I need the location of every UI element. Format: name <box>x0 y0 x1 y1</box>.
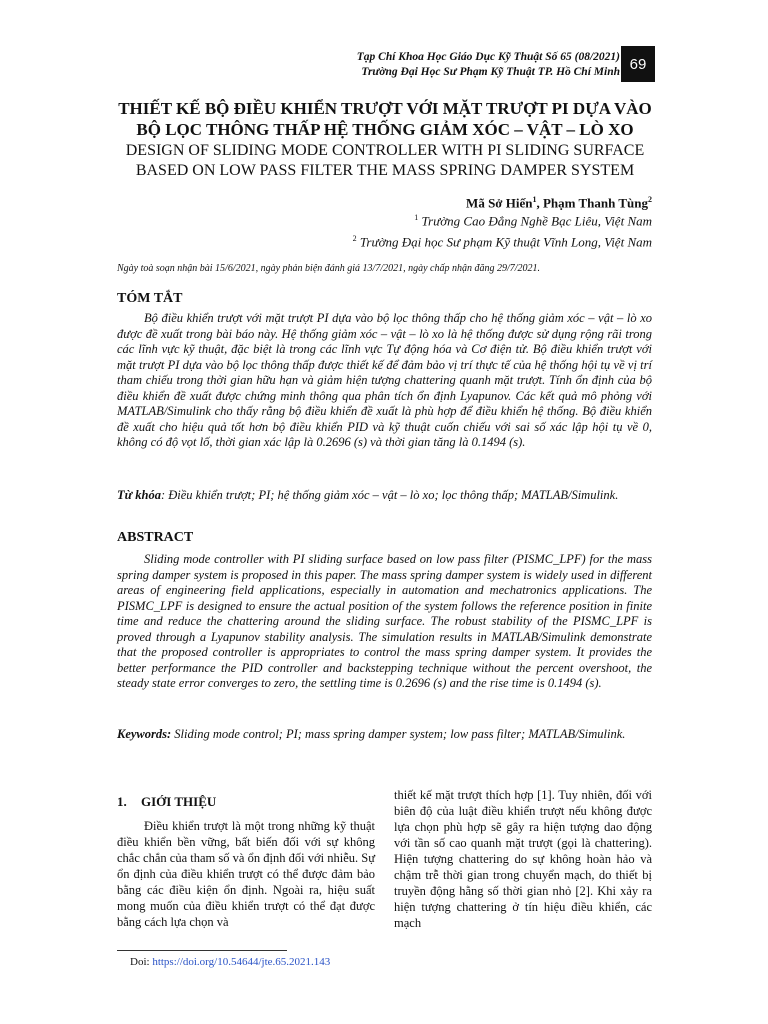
intro-heading <box>117 794 216 810</box>
section-title: GIỚI THIỆU <box>141 794 217 809</box>
doi-link[interactable]: https://doi.org/10.54644/jte.65.2021.143 <box>152 956 331 968</box>
affil-marker: 2 <box>352 234 357 244</box>
affil-text: Trường Đại học Sư phạm Kỹ thuật Vĩnh Long, Việt Nam <box>356 234 652 250</box>
abstract-body: Sliding mode controller with PI sliding surface based on low pass filter (PISMC_LPF) for the mass spring damper system is proposed in this paper. The mass spring damper system is widely used in different areas of engineering field applications, especially in automation and mechatronics applications. The PISMC_LPF is designed to ensure the actual position of the system follows the reference position in finite time and reduce the chattering around the sliding surface. The robust stability of the PISMC_LPF is proved through a Lyapunov stability analysis. The simulation results in MATLAB/Simulink demonstrate that the proposed controller is appropriates to control the mass spring damper system. It provides the better performance the PID controller and backstepping technique without the percent overshoot, the steady state error converges to zero, the settling time is 0.2696 (s) and the rise time is 0.1494 (s). <box>117 552 652 690</box>
author-separator: , <box>536 195 543 211</box>
intro-right-column: thiết kế mặt trượt thích hợp [1]. Tuy nhiên, đối với biên độ của luật điều khiển trượt nếu không được lựa chọn phù hợp sẽ gây ra hiện tượng dao động với tần số cao quanh mặt trượt (gọi là chattering). Hiện tượng chattering do sự không hoàn hảo và chậm trễ thời gian trong chuyển mạch, do thiết bị truyền động hằng số thời gian nhỏ [2]. Khi xảy ra hiện tượng chattering ở tín hiệu điều khiển, các mạch <box>394 788 652 930</box>
journal-name: Tạp Chí Khoa Học Giáo Dục Kỹ Thuật Số 65 (08/2021) <box>356 51 620 63</box>
title-english <box>100 141 670 180</box>
keywords-label: Từ khóa <box>117 488 161 502</box>
section-number: 1. <box>117 794 127 809</box>
intro-left-column: Điều khiển trượt là một trong những kỹ thuật điều khiển bền vững, bất biến đối với sự không chắc chắn của tham số và ổn định đối với nhiễu. Sự ổn định của điều khiển trượt có thể được đảm bảo bằng các điều kiện ổn định. Ngoài ra, hiệu suất mong muốn của điều khiển trượt có thể đạt được bằng cách lựa chọn và <box>117 819 375 929</box>
affil-text: Trường Cao Đẳng Nghề Bạc Liêu, Việt Nam <box>418 213 652 229</box>
journal-header <box>300 50 620 80</box>
affiliation <box>280 230 652 251</box>
title-en-line: DESIGN OF SLIDING MODE CONTROLLER WITH PI SLIDING SURFACE <box>125 142 645 159</box>
tomtat-body: Bộ điều khiển trượt với mặt trượt PI dựa vào bộ lọc thông thấp cho hệ thống giảm xóc – vật – lò xo được đề xuất trong bài báo này. Hệ thống giảm xóc – vật – lò xo là hệ thống được sử dụng rộng rãi trong các lĩnh vực kỹ thuật, đặc biệt là trong các lĩnh vực Tự động hóa và Cơ điện tử. Bộ điều khiển trượt với mặt trượt PI dựa vào bộ lọc thông thấp được thiết kế để đảm bảo vị trí thực tế của hệ thống hội tụ về vị trí tham chiếu trong thời gian hữu hạn và giảm hiện tượng chattering quanh mặt trượt. Tính ổn định của bộ điều khiển đề xuất được chứng minh thông qua phân tích ổn định Lyapunov. Các kết quả mô phỏng với MATLAB/Simulink cho thấy rằng bộ điều khiển đề xuất là phù hợp để điều khiển hệ thống. Bộ điều khiển đề xuất cho hiệu quả tốt hơn bộ điều khiển PID và kỹ thuật cuốn chiếu với sai số xác lập hội tụ về 0, không có độ vọt lố, thời gian xác lập là 0.2696 (s) và thời gian tăng là 0.1494 (s). <box>117 311 652 449</box>
title-vi-line: BỘ LỌC THÔNG THẤP HỆ THỐNG GIẢM XÓC – VẬT – LÒ XO <box>136 120 634 139</box>
title-vi-line: THIẾT KẾ BỘ ĐIỀU KHIỂN TRƯỢT VỚI MẶT TRƯỢT PI DỰA VÀO <box>118 99 652 118</box>
page-number: 69 <box>621 46 655 82</box>
doi-footnote <box>130 955 330 969</box>
author-name: Phạm Thanh Tùng <box>542 195 648 211</box>
title-vietnamese <box>100 98 670 140</box>
tomtat-heading: TÓM TẮT <box>117 291 183 306</box>
submission-dates: Ngày toà soạn nhận bài 15/6/2021, ngày phản biện đánh giá 13/7/2021, ngày chấp nhận đăng 29/7/2021. <box>117 263 541 274</box>
keywords-text: Sliding mode control; PI; mass spring damper system; low pass filter; MATLAB/Simulink. <box>171 727 626 741</box>
affil-marker: 1 <box>414 213 419 222</box>
abstract-heading: ABSTRACT <box>117 530 194 545</box>
tomtat-keywords <box>117 488 652 504</box>
abstract-keywords <box>117 727 652 743</box>
author-affil-marker: 2 <box>648 195 652 204</box>
doi-label: Doi: <box>130 956 153 968</box>
affiliation <box>280 209 652 230</box>
title-en-line: BASED ON LOW PASS FILTER THE MASS SPRING DAMPER SYSTEM <box>135 161 635 179</box>
footnote-divider <box>117 950 287 951</box>
keywords-text: : Điều khiển trượt; PI; hệ thống giảm xóc – vật – lò xo; lọc thông thấp; MATLAB/Simulink. <box>160 488 619 502</box>
author-affil-marker: 1 <box>532 195 537 204</box>
affiliations <box>280 209 652 252</box>
keywords-label: Keywords: <box>117 727 172 741</box>
author-name: Mã Sở Hiến <box>466 195 533 211</box>
institution-name: Trường Đại Học Sư Phạm Kỹ Thuật TP. Hồ Chí Minh <box>361 66 620 78</box>
